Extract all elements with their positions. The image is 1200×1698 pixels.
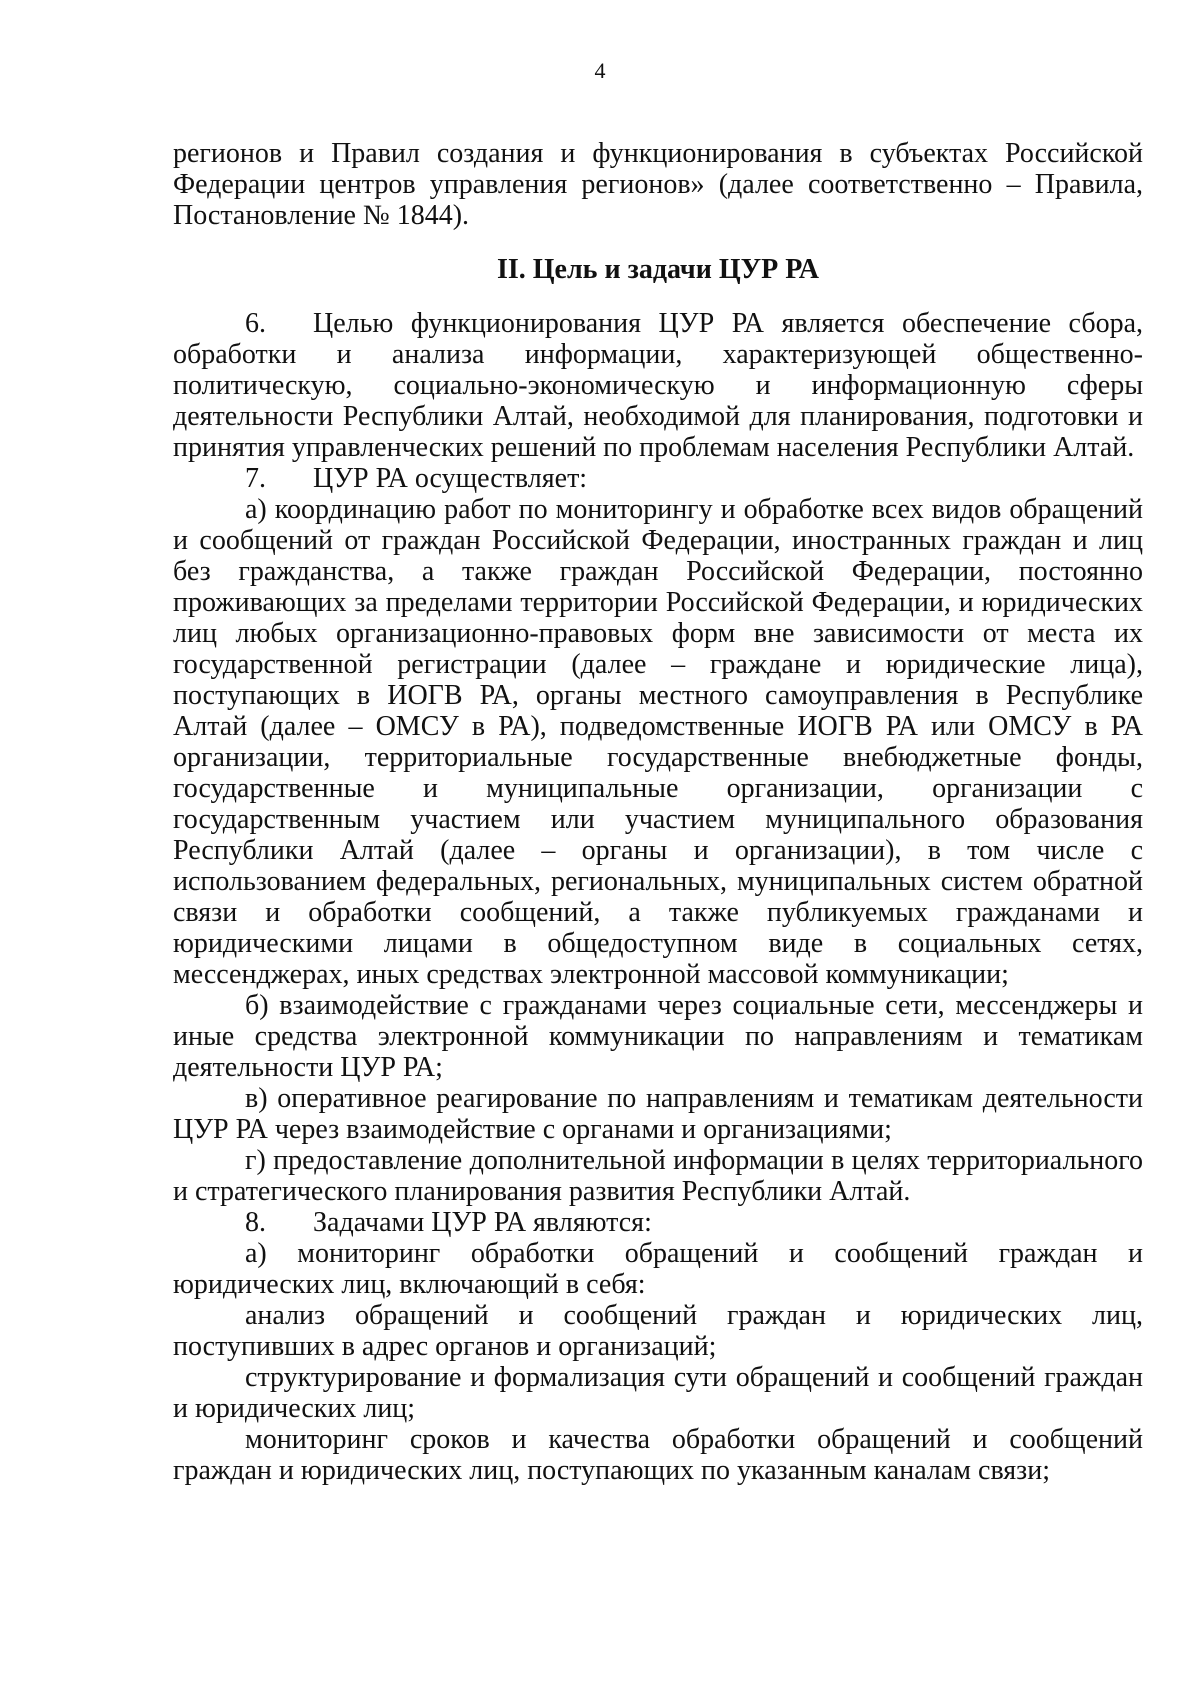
page-number: 4 <box>594 58 606 83</box>
paragraph-7-item-a: а) координацию работ по мониторингу и обработке всех видов обращений и сообщений от граждан Российской Федерации, иностранных граждан и лиц без гражданства, а также граждан Российской Федерации, постоянно проживающих за пределами территории Российской Федерации, и юридических лиц любых организационно-правовых форм вне зависимости от места их государственной регистрации (далее – граждане и юридические лица), поступающих в ИОГВ РА, органы местного самоуправления в Республике Алтай (далее – ОМСУ в РА), подведомственные ИОГВ РА или ОМСУ в РА организации, территориальные государственные внебюджетные фонды, государственные и муниципальные организации, организации с государственным участием или участием муниципального образования Республики Алтай (далее – органы и организации), в том числе с использованием федеральных, региональных, муниципальных систем обратной связи и обработки сообщений, а также публикуемых гражданами и юридическими лицами в общедоступном виде в социальных сетях, мессенджерах, иных средствах электронной массовой коммуникации; <box>173 494 1143 990</box>
section-heading: II. Цель и задачи ЦУР РА <box>496 254 820 285</box>
paragraph-8 <box>173 1207 1143 1238</box>
paragraph-8-item-a-sub-3: мониторинг сроков и качества обработки обращений и сообщений граждан и юридических лиц, поступающих по указанным каналам связи; <box>173 1424 1143 1486</box>
paragraph-7-text: ЦУР РА осуществляет: <box>313 463 588 494</box>
intro-paragraph: регионов и Правил создания и функционирования в субъектах Российской Федерации центров управления регионов» (далее соответственно – Правила, Постановление № 1844). <box>173 138 1143 231</box>
paragraph-8-text: Задачами ЦУР РА являются: <box>313 1207 652 1238</box>
paragraph-7-item-v: в) оперативное реагирование по направлениям и тематикам деятельности ЦУР РА через взаимодействие с органами и организациями; <box>173 1083 1143 1145</box>
paragraph-6-text: Целью функционирования ЦУР РА является обеспечение сбора, обработки и анализа информации, характеризующей общественно-политическую, социально-экономическую и информационную сферы деятельности Республики Алтай, необходимой для планирования, подготовки и принятия управленческих решений по проблемам населения Республики Алтай. <box>173 308 1143 463</box>
paragraph-8-number: 8. <box>245 1207 266 1238</box>
paragraph-7-number: 7. <box>245 463 266 494</box>
paragraph-7-item-g: г) предоставление дополнительной информации в целях территориального и стратегического планирования развития Республики Алтай. <box>173 1145 1143 1207</box>
paragraph-8-item-a-sub-2: структурирование и формализация сути обращений и сообщений граждан и юридических лиц; <box>173 1362 1143 1424</box>
paragraph-8-item-a: а) мониторинг обработки обращений и сообщений граждан и юридических лиц, включающий в себя: <box>173 1238 1143 1300</box>
paragraph-6 <box>173 308 1143 463</box>
document-body <box>173 138 1143 1486</box>
paragraph-8-item-a-sub-1: анализ обращений и сообщений граждан и юридических лиц, поступивших в адрес органов и организаций; <box>173 1300 1143 1362</box>
paragraph-7-item-b: б) взаимодействие с гражданами через социальные сети, мессенджеры и иные средства электронной коммуникации по направлениям и тематикам деятельности ЦУР РА; <box>173 990 1143 1083</box>
paragraph-7 <box>173 463 1143 494</box>
paragraph-6-number: 6. <box>245 308 266 339</box>
